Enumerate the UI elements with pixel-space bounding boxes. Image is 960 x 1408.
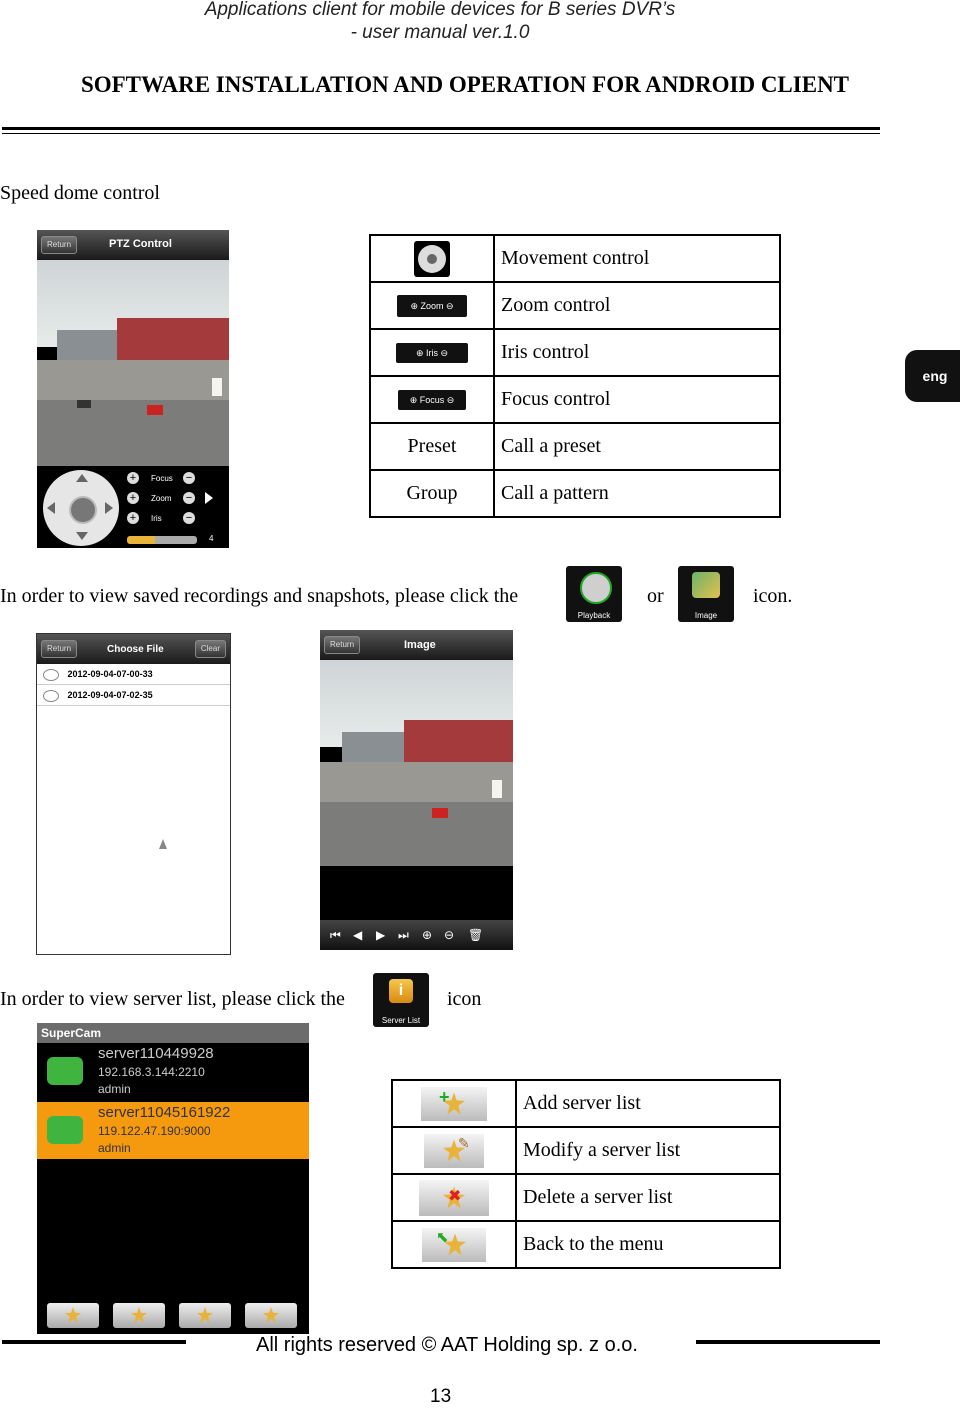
table-row xyxy=(392,1127,780,1174)
focus-control-icon: ⊕ Focus ⊖ xyxy=(398,390,466,410)
back-menu-button[interactable] xyxy=(245,1303,297,1328)
ptz-control-screenshot xyxy=(37,230,229,548)
file-name: 2012-09-04-07-02-35 xyxy=(67,690,153,700)
server-address: 119.122.47.190:9000 xyxy=(98,1124,211,1138)
header-line1: Applications client for mobile devices for B series DVR’s xyxy=(204,0,676,20)
table-cell-desc: Call a preset xyxy=(494,423,780,470)
iris-icon-label: Iris xyxy=(426,348,438,359)
server-address: 192.168.3.144:2210 xyxy=(98,1065,205,1079)
clear-button[interactable]: Clear xyxy=(195,640,226,658)
snapshot-view xyxy=(320,660,513,866)
focus-icon-label: Focus xyxy=(419,395,445,406)
return-button[interactable]: Return xyxy=(324,636,360,654)
ptz-zoom-row[interactable] xyxy=(127,492,223,512)
ptz-title: PTZ Control xyxy=(109,238,172,250)
delete-server-button[interactable] xyxy=(179,1303,231,1328)
footer-rule-right xyxy=(696,1340,880,1344)
table-row xyxy=(392,1221,780,1268)
back-star-icon xyxy=(263,1307,279,1323)
control-table xyxy=(369,234,781,518)
zoom-minus-icon[interactable]: − xyxy=(183,492,195,504)
speed-value: 4 xyxy=(209,534,214,543)
language-tab[interactable]: eng xyxy=(905,350,960,402)
supercam-screenshot xyxy=(37,1023,309,1334)
speed-slider[interactable] xyxy=(127,532,223,546)
table-cell-desc: Back to the menu xyxy=(516,1221,780,1268)
ptz-titlebar xyxy=(37,230,229,260)
choose-file-title: Choose File xyxy=(107,644,164,655)
prev-icon[interactable]: ◀ xyxy=(353,928,363,942)
file-icon xyxy=(43,690,59,702)
iris-control-icon: ⊕ Iris ⊖ xyxy=(396,343,468,363)
table-cell-desc: Call a pattern xyxy=(494,470,780,517)
icon-word: icon xyxy=(447,988,482,1010)
file-row[interactable] xyxy=(37,664,230,685)
table-row xyxy=(370,282,780,329)
server-name: server11045161922 xyxy=(98,1104,231,1121)
table-cell-desc: Add server list xyxy=(516,1080,780,1127)
recordings-instruction: In order to view saved recordings and snapshots, please click the xyxy=(0,585,519,607)
table-row xyxy=(370,235,780,282)
last-icon[interactable]: ⏭ xyxy=(398,928,409,942)
zoom-in-icon[interactable]: ⊕ xyxy=(422,928,433,942)
table-cell-desc: Iris control xyxy=(494,329,780,376)
direction-pad[interactable] xyxy=(43,470,119,546)
server-user: admin xyxy=(98,1141,131,1155)
table-cell-desc: Focus control xyxy=(494,376,780,423)
server-list-instruction: In order to view server list, please click the xyxy=(0,988,345,1010)
choose-file-screenshot xyxy=(36,633,231,955)
edit-server-button[interactable] xyxy=(113,1303,165,1328)
section-heading-speed-dome: Speed dome control xyxy=(0,182,160,204)
server-row[interactable] xyxy=(37,1043,309,1101)
server-name: server110449928 xyxy=(98,1045,214,1062)
table-cell-icon xyxy=(370,329,494,376)
table-cell-icon xyxy=(370,235,494,282)
table-row xyxy=(370,376,780,423)
image-titlebar xyxy=(320,630,513,660)
file-icon xyxy=(43,669,59,681)
header-rule-thin xyxy=(2,133,880,134)
add-server-button[interactable] xyxy=(47,1303,99,1328)
first-icon[interactable]: ⏮ xyxy=(330,928,341,942)
header-line2: - user manual ver.1.0 xyxy=(350,22,530,43)
choose-file-titlebar xyxy=(37,634,230,664)
image-toolbar xyxy=(320,920,513,950)
ptz-zoom-label: Zoom xyxy=(151,494,172,503)
table-cell-label: Group xyxy=(370,470,494,517)
image-button[interactable] xyxy=(678,566,734,622)
server-row-selected[interactable] xyxy=(37,1102,309,1159)
back-star-icon: ⬉ xyxy=(422,1228,486,1262)
server-list-label: Server List xyxy=(381,1016,421,1025)
table-cell-icon xyxy=(392,1127,516,1174)
table-row xyxy=(392,1174,780,1221)
zoom-icon-label: Zoom xyxy=(420,301,444,312)
focus-minus-icon[interactable]: − xyxy=(183,472,195,484)
app-title: SuperCam xyxy=(37,1023,309,1043)
playback-icon xyxy=(580,572,612,604)
table-cell-desc: Zoom control xyxy=(494,282,780,329)
iris-minus-icon[interactable]: − xyxy=(183,512,195,524)
ptz-focus-row[interactable] xyxy=(127,472,223,492)
camera-view xyxy=(37,260,229,466)
table-row xyxy=(370,329,780,376)
movement-icon xyxy=(414,241,450,277)
delete-star-icon xyxy=(197,1307,213,1323)
focus-plus-icon[interactable]: + xyxy=(127,472,139,484)
table-cell-label: Preset xyxy=(370,423,494,470)
edit-star-icon xyxy=(131,1307,147,1323)
ptz-iris-row[interactable] xyxy=(127,512,223,532)
playback-label: Playback xyxy=(577,611,611,620)
next-arrow-icon[interactable] xyxy=(205,492,213,504)
table-cell-desc: Modify a server list xyxy=(516,1127,780,1174)
delete-star-icon: ✖ xyxy=(419,1180,489,1216)
table-cell-icon xyxy=(370,376,494,423)
image-icon xyxy=(692,572,720,598)
table-cell-icon xyxy=(392,1174,516,1221)
header-rule xyxy=(2,127,880,130)
edit-star-icon: ✎ xyxy=(424,1134,484,1168)
ptz-focus-label: Focus xyxy=(151,474,173,483)
table-row xyxy=(370,423,780,470)
table-cell-icon xyxy=(370,282,494,329)
iris-plus-icon[interactable]: + xyxy=(127,512,139,524)
table-cell-icon xyxy=(392,1080,516,1127)
image-label: Image xyxy=(694,611,718,620)
file-row[interactable] xyxy=(37,685,230,706)
file-name: 2012-09-04-07-00-33 xyxy=(67,669,153,679)
or-text: or xyxy=(647,585,664,607)
table-row xyxy=(370,470,780,517)
cursor-icon xyxy=(159,839,167,849)
table-cell-icon xyxy=(392,1221,516,1268)
server-actions-table xyxy=(391,1079,781,1269)
ptz-iris-label: Iris xyxy=(151,514,162,523)
server-user: admin xyxy=(98,1082,131,1096)
server-list-icon: i xyxy=(389,979,413,1003)
next-icon[interactable]: ▶ xyxy=(376,928,386,942)
table-cell-desc: Delete a server list xyxy=(516,1174,780,1221)
return-button[interactable]: Return xyxy=(41,236,77,254)
copyright: All rights reserved © AAT Holding sp. z o.o. xyxy=(256,1334,638,1356)
page-title: SOFTWARE INSTALLATION AND OPERATION FOR ANDROID CLIENT xyxy=(80,72,850,97)
table-cell-desc: Movement control xyxy=(494,235,780,282)
delete-icon[interactable]: 🗑 xyxy=(468,928,484,942)
add-star-icon: + xyxy=(421,1087,487,1121)
footer-rule-left xyxy=(2,1340,186,1344)
icon-text: icon. xyxy=(753,585,793,607)
add-star-icon xyxy=(65,1307,81,1323)
camera-icon xyxy=(47,1116,83,1144)
image-title: Image xyxy=(404,639,436,651)
zoom-control-icon: ⊕ Zoom ⊖ xyxy=(397,295,467,317)
playback-button[interactable] xyxy=(566,566,622,622)
server-list-button[interactable] xyxy=(373,973,429,1027)
page-number: 13 xyxy=(430,1386,452,1407)
image-viewer-screenshot xyxy=(320,630,513,950)
camera-icon xyxy=(47,1057,83,1085)
table-row xyxy=(392,1080,780,1127)
zoom-out-icon[interactable]: ⊖ xyxy=(444,928,455,942)
zoom-plus-icon[interactable]: + xyxy=(127,492,139,504)
return-button[interactable]: Return xyxy=(41,640,77,658)
